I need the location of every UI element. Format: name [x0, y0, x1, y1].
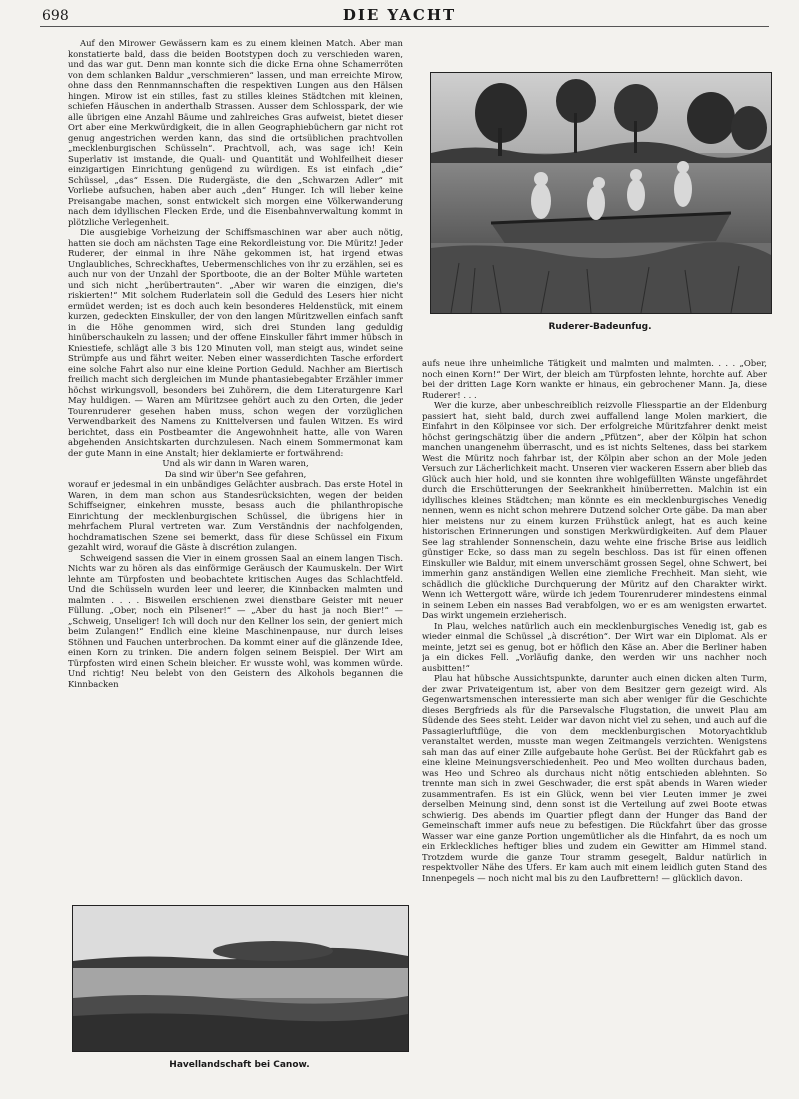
havel-landscape-photo	[72, 905, 409, 1052]
rowers-photo-drawing	[431, 73, 771, 313]
paragraph: Die ausgiebige Vorheizung der Schiffsmaschinen war aber auch nötig, hatten sie doch am nächsten Tage eine Rekordleistung vor. Die Müritz! Jeder Ruderer, der einmal in ihre Nähe gekommen ist, hat irgend etwas Unglaubliches, Schreckhaftes, Uebermenschliches von ihr zu erzählen, sei es auch nur von der Unzahl der Sportboote, die an der Bolter Mühle warteten und sich nicht „herübertrauten“. „Aber wir waren die einzigen, die's riskierten!“ Mit solchem Ruderlatein soll die Geduld des Lesers hier nicht ermüdet werden; ist es doch auch kein besonderes Heldenstück, mit einem kurzen, gedeckten Einskuller, der von den langen Müritzwellen einfach sanft in die Höhe genommen wird, sich drei Stunden lang geduldig hinüberschaukeln zu lassen; und der offene Einskuller fährt immer hübsch in Kniestiefe, schlägt alle 3 bis 120 Minuten voll, man steigt aus, windet seine Strümpfe aus und fährt weiter. Neben einer wasserdichten Tasche erfordert eine solche Fahrt also nur eine kleine Portion Geduld. Nachher am Biertisch freilich macht sich dergleichen im Munde phantasiebegabter Erzähler immer höchst wirkungsvoll, besonders bei Zuhörern, die dem Literaturgenre Karl May huldigen. — Waren am Müritzsee gehört auch zu den Orten, die jeder Tourenruderer gesehen haben muss, schon wegen der vorzüglichen Verwendbarkeit des Namens zu Knittelversen und faulen Witzen. Es wird berichtet, dass ein Postbeamter die Angewohnheit hatte, alle von Waren abgehenden Ansichtskarten durchzulesen. Nach einem Sommermonat kam der gute Mann in eine Anstalt; hier deklamierte er fortwährend:	[68, 227, 403, 458]
header-rule	[40, 26, 769, 27]
left-column	[68, 38, 403, 893]
page-number: 698	[42, 8, 69, 24]
right-column	[422, 358, 767, 1068]
photo-caption-rowers: Ruderer-Badeunfug.	[548, 322, 652, 332]
paragraph: Auf den Mirower Gewässern kam es zu einem kleinen Match. Aber man konstatierte bald, dass die beiden Bootstypen doch zu verschieden waren, und das war gut. Denn man konnte sich die dicke Erna ohne Schamerröten von dem schlanken Baldur „verschmieren“ lassen, und man erreichte Mirow, ohne dass den Rennmannschaften die respektiven Lungen aus den Hälsen hingen. Mirow ist ein stilles, fast zu stilles kleines Städtchen mit kleinen, schiefen Häuschen in anderthalb Strassen. Ausser dem Schlosspark, der wie alle übrigen eine Anzahl Bäume und zahlreiches Gras aufweist, bietet dieser Ort aber eine Merkwürdigkeit, die in allen Geographiebüchern gar nicht rot genug angestrichen werden kann, das sind die ortsüblichen prachtvollen „mecklenburgischen Schüsseln“. Prachtvoll, ach, was sage ich! Kein Superlativ ist imstande, die Quali- und Quantität und Wohlfeilheit dieser einzigartigen Einrichtung genügend zu würdigen. Es ist einfach „die“ Schüssel, „das“ Essen. Die Rudergäste, die den „Schwarzen Adler“ mit Vorliebe aufsuchen, haben aber auch „den“ Hunger. Ich will lieber keine Preisangabe machen, sonst entwickelt sich morgen eine Völkerwanderung nach dem idyllischen Flecken Erde, und die Eisenbahnverwaltung kommt in plötzliche Verlegenheit.	[68, 38, 403, 227]
paragraph: aufs neue ihre unheimliche Tätigkeit und malmten und malmten. . . . „Ober, noch einen Korn!“ Der Wirt, der bleich am Türpfosten lehnte, horchte auf. Aber bei der dritten Lage Korn wankte er hinaus, ein gebrochener Mann. Ja, diese Ruderer! . . .	[422, 358, 767, 400]
paragraph: Schweigend sassen die Vier in einem grossen Saal an einem langen Tisch. Nichts war zu hören als das einförmige Geräusch der Kaumuskeln. Der Wirt lehnte am Türpfosten und beobachtete kritischen Auges das Schlachtfeld. Und die Schüsseln wurden leer und leerer, die Kinnbacken malmten und malmten . . . . Bisweilen erschienen zwei dienstbare Geister mit neuer Füllung. „Ober, noch ein Pilsener!“ — „Aber du hast ja noch Bier!“ — „Schweig, Unseliger! Ich will doch nur den Kellner los sein, der geniert mich beim Zulangen!“ Endlich eine kleine Maschinenpause, nur durch leises Stöhnen und Fauchen unterbrochen. Da kommt einer auf die glänzende Idee, einen Korn zu trinken. Die andern folgen seinem Beispiel. Der Wirt am Türpfosten wird einen Schein bleicher. Er wusste wohl, was kommen würde. Und richtig! Neu belebt von den Geistern des Alkohols begannen die Kinnbacken	[68, 552, 403, 689]
rowers-bathing-photo	[430, 72, 772, 314]
verse-line: Da sind wir über'n See gefahren,	[164, 468, 307, 479]
paragraph: Wer die kurze, aber unbeschreiblich reizvolle Fliesspartie an der Eldenburg passiert hat, sieht bald, durch zwei auffallend lange Molen markiert, die Einfahrt in den Kölpinsee vor sich. Der erfolgreiche Müritzfahrer denkt meist höchst geringschätzig über die andern „Pfützen“, aber der Kölpin hat schon manchen unangenehm überrascht, und es ist nichts Seltenes, dass bei starkem West die Müritz noch fahrbar ist, der Kölpin aber schon an der Mole jeden Versuch zur Lächerlichkeit macht. Unseren vier wackeren Essern aber blieb das Glück auch hier hold, und sie konnten ihre wohlgefüllten Wänste ungefährdet durch die Erschütterungen der Seekrankheit hinüberretten. Malchin ist ein idyllisches kleines Städtchen; man könnte es ein mecklenburgisches Venedig nennen, wenn es nicht schon mehrere Dutzend solcher Orte gäbe. Da man aber hier meistens nur zu einem kurzen Frühstück anlegt, hat es auch keine historischen Erinnerungen und sonstigen Merkwürdigkeiten. Auf dem Plauer See lag strahlender Sonnenschein, dazu wehte eine frische Brise aus leidlich günstiger Ecke, so dass man zu segeln beschloss. Das ist für einen offenen Einskuller wie Baldur, mit einem unverschämt grossen Segel, ohne Schwert, bei immerhin ganz anständigen Wellen eine ziemliche Frechheit. Man sieht, wie schädlich die glückliche Durchquerung der Müritz auf den Charakter wirkt. Wenn ich Wettergott wäre, würde ich jedem Tourenruderer mindestens einmal in seinem Leben ein nasses Bad verabfolgen, wo er es am wenigsten erwartet. Das wirkt ungemein erzieherisch.	[422, 400, 767, 620]
verse-line: Und als wir dann in Waren waren,	[162, 458, 309, 468]
page-title: DIE YACHT	[342, 6, 457, 24]
paragraph: Plau hat hübsche Aussichtspunkte, darunter auch einen dicken alten Turm, der zwar Privateigentum ist, aber von dem Besitzer gern gezeigt wird. Als Gegenwartsmenschen interessierte man sich aber weniger für die Geschichte dieses Bergfrieds als für die Parsevalsche Flugstation, die unweit Plau am Südende des Sees steht. Leider war davon nicht viel zu sehen, und auch auf die Passagierluftflüge, die von dem mecklenburgischen Motoryachtklub veranstaltet werden, musste man wegen Zeitmangels verzichten. Wenigstens sah man das auf einer Zille aufgebaute hohe Gerüst. Bei der Rückfahrt gab es eine kleine Meinungsverschiedenheit. Peo und Meo wollten durchaus baden, was Heo und Schreo als durchaus nicht nötig entschieden ablehnten. So trennte man sich in zwei Geschwader, die erst spät abends in Waren wieder zusammentrafen. Es ist ein Glück, wenn bei vier Leuten immer je zwei derselben Meinung sind, denn sonst ist die Verteilung auf zwei Boote etwas schwierig. Des abends im Quartier pflegt dann der Hunger das Band der Gemeinschaft immer aufs neue zu befestigen. Die Rückfahrt über das grosse Wasser war eine ganze Portion ungemütlicher als die Hinfahrt, da es noch um ein Erkleckliches heftiger blies und zudem ein Gewitter am Himmel stand. Trotzdem wurde die ganze Tour stramm gesegelt, Baldur natürlich in respektvoller Nähe des Ufers. Er kam auch mit einem leidlich guten Stand des Innenpegels — noch nicht mal bis zu den Laufbrettern! — glücklich davon.	[422, 673, 767, 883]
paragraph: worauf er jedesmal in ein unbändiges Gelächter ausbrach. Das erste Hotel in Waren, in dem man schon aus Standesrücksichten, wegen der beiden Schiffseigner, einkehren musste, besass auch die philanthropische Einrichtung der mecklenburgischen Schüssel, die übrigens hier in mehrfachem Plural vertreten war. Zum Verständnis der nachfolgenden, hochdramatischen Szene sei bemerkt, dass für diese Schüssel ein Fixum gezahlt wird, worauf die Gäste à discrétion zulangen.	[68, 479, 403, 552]
photo-caption-havel: Havellandschaft bei Canow.	[169, 1060, 310, 1070]
paragraph: In Plau, welches natürlich auch ein mecklenburgisches Venedig ist, gab es wieder einmal die Schüssel „à discrétion“. Der Wirt war ein Diplomat. Als er meinte, jetzt sei es genug, bot er höflich den Käse an. Aber die Berliner haben ja ein dickes Fell. „Vorläufig danke, den werden wir uns nachher noch ausbitten!“	[422, 620, 767, 673]
havel-photo-drawing	[73, 906, 408, 1051]
